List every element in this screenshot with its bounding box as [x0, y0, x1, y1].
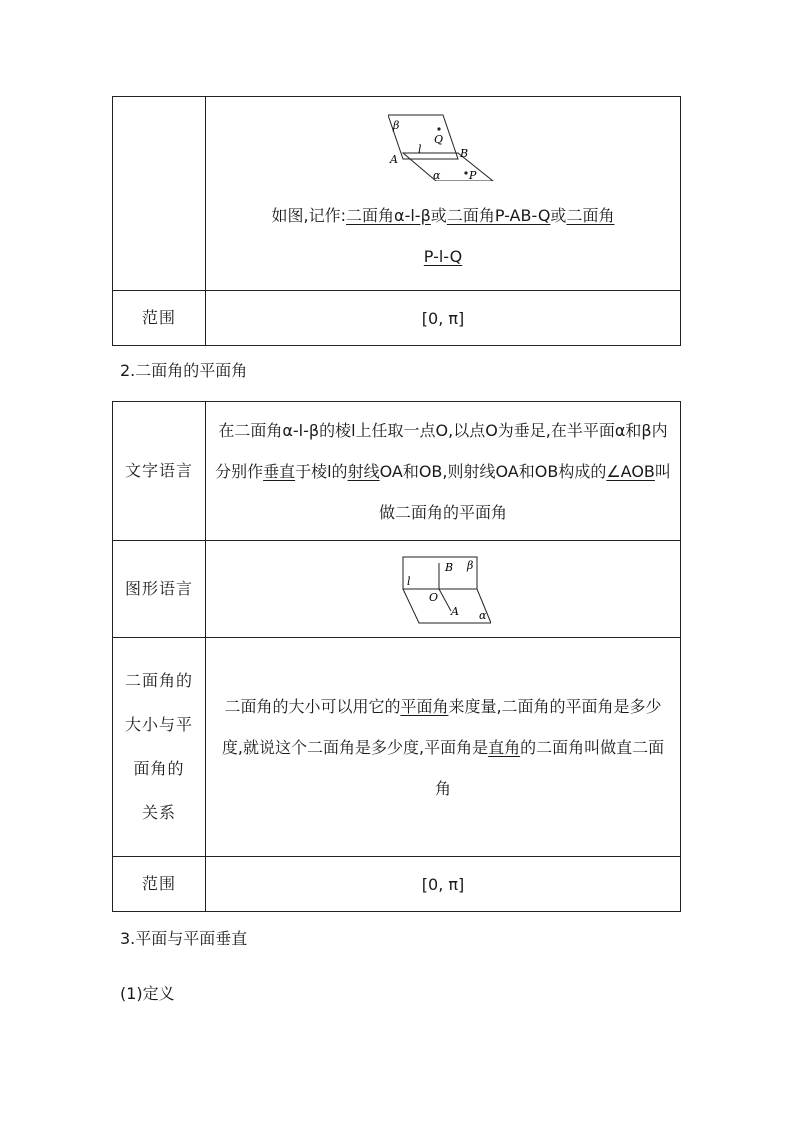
figure-label-q: Q [434, 132, 444, 146]
dihedral-angle-notation-table [112, 96, 681, 346]
relation-content: 二面角的大小可以用它的平面角来度量,二面角的平面角是多少度,就说这个二面角是多少度,平面角是直角的二面角叫做直二面角 [221, 696, 665, 798]
figure-label-alpha: α [433, 168, 441, 181]
text-language-label: 文字语言 [113, 402, 206, 541]
notation-cell [206, 97, 681, 291]
relation-label-line-2: 大小与平 [124, 715, 193, 734]
relation-label-line-3: 面角的 [133, 759, 185, 778]
text-language-cell [206, 402, 681, 541]
figure2-label-b: B [445, 561, 454, 574]
subsection-title: (1)定义 [120, 984, 175, 1003]
notation-2: 二面角P-AB-Q [446, 205, 551, 225]
dihedral-angle-figure [388, 113, 498, 181]
figure-label-p: P [469, 168, 477, 181]
figure2-label-beta: β [467, 559, 474, 572]
relation-label-cell [113, 638, 206, 857]
figure2-label-l: l [407, 575, 411, 588]
figure2-label-alpha: α [479, 609, 487, 622]
range-label: 范围 [113, 291, 206, 346]
text-language-content: 在二面角α-l-β的棱l上任取一点O,以点O为垂足,在半平面α和β内分别作垂直于棱l的射线OA和OB,则射线OA和OB构成的∠AOB叫做二面角的平面角 [215, 420, 671, 522]
empty-label-cell [113, 97, 206, 291]
range-value-2: [0, π] [206, 857, 681, 912]
range-value: [0, π] [206, 291, 681, 346]
relation-label-line-4: 关系 [141, 803, 176, 822]
figure-label-l: l [418, 142, 422, 156]
figure2-label-a: A [451, 605, 459, 618]
plane-angle-figure [395, 553, 491, 625]
figure-language-cell [206, 541, 681, 638]
figure-label-beta: β [393, 118, 400, 132]
plane-angle-table [112, 401, 681, 912]
figure2-label-o: O [429, 591, 439, 604]
notation-3a: 二面角 [566, 205, 615, 225]
figure-language-label: 图形语言 [113, 541, 206, 638]
section-3-title: 3.平面与平面垂直 [120, 929, 248, 948]
section-2-title: 2.二面角的平面角 [120, 361, 248, 380]
relation-cell [206, 638, 681, 857]
notation-text: 如图,记作:二面角α-l-β或二面角P-AB-Q或二面角 P-l-Q [271, 205, 615, 266]
range-label-2: 范围 [113, 857, 206, 912]
notation-3b: P-l-Q [423, 246, 463, 266]
figure-label-b: B [460, 146, 469, 160]
relation-label-line-1: 二面角的 [124, 671, 193, 690]
figure-label-a: A [390, 152, 398, 166]
notation-1: 二面角α-l-β [346, 205, 431, 225]
